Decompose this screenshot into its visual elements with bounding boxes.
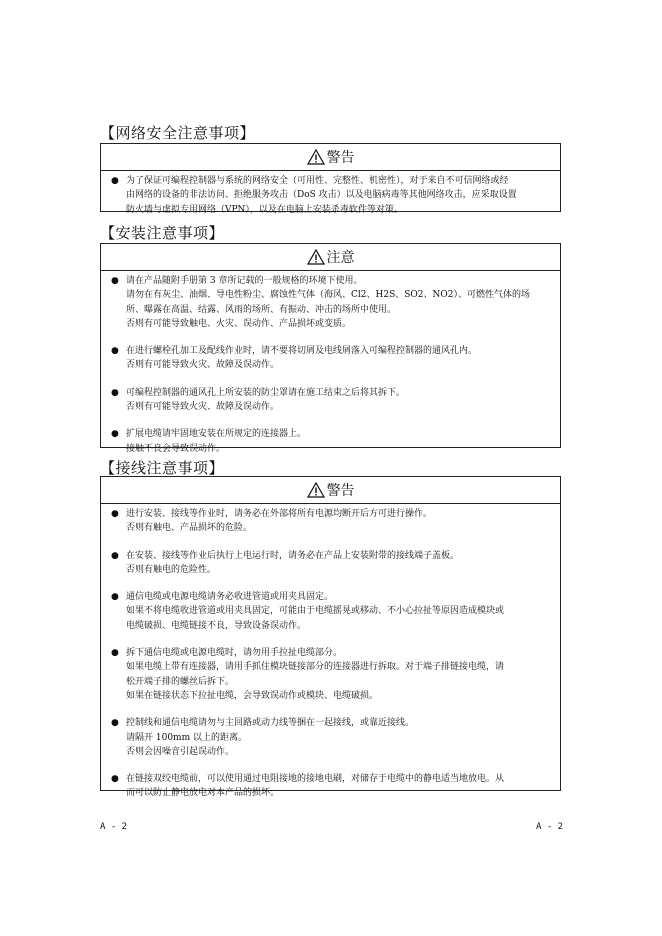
item-text: 可编程控制器的通风孔上所安装的防尘罩请在施工结束之后将其拆下。 [126, 387, 406, 398]
item-text: 而可以防止静电放电对本产品的损坏。 [126, 788, 280, 799]
bullet-icon: ● [111, 387, 119, 398]
item-text: 接触不良会导致误动作。 [126, 443, 226, 454]
bullet-icon: ● [111, 550, 119, 561]
item-text: 如果不将电缆收进管道或用夹具固定，可能由于电缆摇晃或移动、不小心拉扯等原因造成模块或 [126, 606, 505, 617]
item-text: 拆下通信电缆或电源电缆时，请勿用手拉扯电缆部分。 [126, 648, 343, 659]
box-header [101, 477, 560, 504]
list-item [111, 549, 552, 578]
bullet-icon: ● [111, 429, 119, 440]
section-title-installation: 【安装注意事项】 [100, 224, 225, 242]
item-text: 在安装、接线等作业后执行上电运行时，请务必在产品上安装附带的接线端子盖板。 [126, 550, 460, 561]
item-text: 电缆破损、电缆链接不良，导致设备误动作。 [126, 620, 307, 631]
warning-triangle-icon [307, 482, 325, 498]
warning-box-wiring [100, 476, 561, 799]
item-text: 否则有触电的危险性。 [126, 564, 217, 575]
page-number-left: A - 2 [100, 822, 128, 832]
item-text: 否则有触电、产品损坏的危险。 [126, 523, 253, 534]
item-text: 通信电缆或电源电缆请务必收进管道或用夹具固定。 [126, 592, 334, 603]
list-item [111, 646, 552, 703]
item-text: 在进行螺栓孔加工及配线作业时，请不要将切屑及电线屑落入可编程控制器的通风孔内。 [126, 346, 478, 357]
bullet-icon: ● [111, 592, 119, 603]
bullet-icon: ● [111, 648, 119, 659]
warning-box-network-security [100, 143, 561, 215]
warning-triangle-icon [307, 149, 325, 165]
list-item [111, 344, 552, 373]
bullet-icon: ● [111, 509, 119, 519]
box-header-label: 警告 [326, 150, 355, 166]
item-text: 否则会因噪音引起误动作。 [126, 746, 235, 757]
item-text: 否则有可能导致触电、火灾、误动作、产品损坏或变质。 [126, 318, 352, 329]
box-header [101, 244, 560, 271]
item-text: 如果电缆上带有连接器，请用手抓住模块链接部分的连接器进行拆取。对于端子排链接电缆，请 [126, 662, 505, 673]
item-text: 由网络的设备的非法访问、拒绝服务攻击（DoS 攻击）以及电脑病毒等其他网络攻击，应采取设置 [126, 190, 517, 201]
item-text: 请在产品随附手册第 3 章所记载的一般规格的环境下使用。 [126, 276, 363, 286]
list-item [111, 590, 552, 633]
item-text: 否则有可能导致火灾、故障及误动作。 [126, 360, 280, 371]
bullet-icon: ● [111, 176, 119, 186]
box-body [101, 171, 560, 221]
box-body [101, 271, 560, 460]
item-text: 进行安装、接线等作业时，请务必在外部将所有电源均断开后方可进行操作。 [126, 509, 433, 519]
box-header [101, 144, 560, 171]
list-item [111, 174, 552, 217]
caution-box-installation [100, 243, 561, 454]
bullet-icon: ● [111, 718, 119, 729]
box-header-label: 警告 [326, 483, 355, 499]
item-text: 为了保证可编程控制器与系统的网络安全（可用性、完整性、机密性），对于来自不可信网络或经 [126, 176, 509, 186]
section-title-network-security: 【网络安全注意事项】 [100, 124, 256, 142]
list-item [111, 386, 552, 415]
item-text: 请隔开 100mm 以上的距离。 [126, 732, 247, 743]
bullet-icon: ● [111, 346, 119, 357]
item-text: 扩展电缆请牢固地安装在所规定的连接器上。 [126, 429, 307, 440]
bullet-icon: ● [111, 276, 119, 286]
item-text: 松开端子排的螺丝后拆下。 [126, 676, 235, 687]
item-text: 如果在链接状态下拉扯电缆，会导致误动作或模块、电缆破损。 [126, 690, 379, 701]
section-title-wiring: 【接线注意事项】 [100, 459, 225, 477]
item-text: 请勿在有灰尘、油烟、导电性粉尘、腐蚀性气体（海风、Cl2、H2S、SO2、NO2）、可燃性气体的场 [126, 290, 530, 301]
bullet-icon: ● [111, 774, 119, 785]
list-item [111, 427, 552, 456]
item-text: 控制线和通信电缆请勿与主回路或动力线等捆在一起接线，或靠近接线。 [126, 718, 415, 729]
list-item [111, 507, 552, 536]
list-item [111, 274, 552, 331]
box-body [101, 504, 560, 805]
item-text: 否则有可能导致火灾、故障及误动作。 [126, 402, 280, 413]
warning-triangle-icon [307, 249, 325, 265]
list-item [111, 772, 552, 801]
box-header-label: 注意 [326, 250, 355, 266]
item-text: 所、曝露在高温、结露、风雨的场所、有振动、冲击的场所中使用。 [126, 304, 397, 315]
item-text: 防火墙与虚拟专用网络（VPN），以及在电脑上安装杀毒软件等对策。 [126, 204, 403, 215]
item-text: 在链接双绞电缆前，可以使用通过电阻接地的接地电刷，对储存于电缆中的静电适当地放电。从 [126, 774, 505, 785]
list-item [111, 716, 552, 759]
page-number-right: A - 2 [536, 822, 564, 832]
